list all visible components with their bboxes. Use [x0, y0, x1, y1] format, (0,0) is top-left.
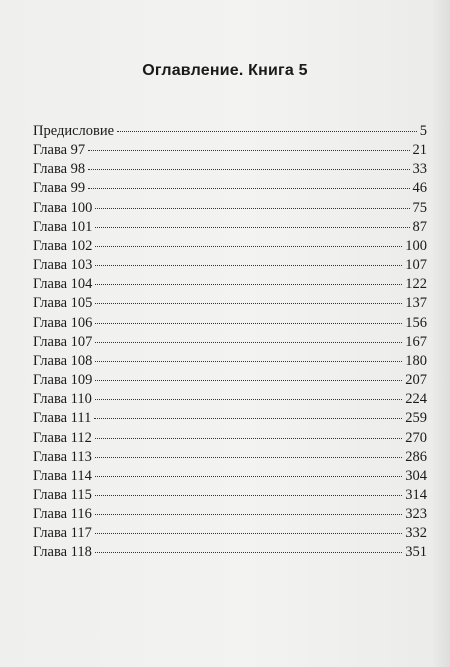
toc-entry: [33, 524, 427, 543]
toc-entry: [33, 448, 427, 467]
toc-entry-page-number: 323: [405, 506, 427, 523]
toc-entry-page-number: 156: [405, 314, 427, 331]
dot-leader: [88, 169, 409, 170]
toc-entry: [33, 294, 427, 313]
toc-entry-page-number: 21: [412, 142, 427, 159]
toc-entry-label: Глава 99: [33, 180, 86, 197]
table-of-contents: [33, 122, 427, 563]
dot-leader: [95, 208, 409, 209]
toc-entry-page-number: 75: [412, 199, 427, 216]
toc-entry-label: Глава 117: [33, 525, 92, 542]
toc-entry: [33, 122, 427, 141]
toc-entry-label: Глава 108: [33, 352, 93, 369]
toc-entry: [33, 352, 427, 371]
dot-leader: [117, 131, 417, 132]
toc-entry-label: Глава 105: [33, 295, 93, 312]
toc-entry-label: Глава 111: [33, 410, 92, 427]
toc-entry: [33, 275, 427, 294]
toc-entry-label: Глава 112: [33, 429, 92, 446]
toc-entry-label: Глава 97: [33, 142, 86, 159]
toc-entry-label: Глава 106: [33, 314, 93, 331]
dot-leader: [95, 227, 409, 228]
toc-entry-page-number: 100: [405, 237, 427, 254]
toc-entry-label: Предисловие: [33, 123, 115, 139]
dot-leader: [95, 323, 402, 324]
toc-entry: [33, 429, 427, 448]
dot-leader: [95, 457, 402, 458]
dot-leader: [95, 533, 402, 534]
toc-entry-label: Глава 103: [33, 257, 93, 274]
dot-leader: [94, 418, 402, 419]
toc-entry-page-number: 224: [405, 391, 427, 408]
toc-entry: [33, 486, 427, 505]
toc-entry-page-number: 351: [405, 544, 427, 561]
toc-entry-label: Глава 100: [33, 199, 93, 216]
toc-entry-page-number: 33: [412, 161, 427, 178]
toc-entry-page-number: 107: [405, 257, 427, 274]
toc-entry: [33, 467, 427, 486]
dot-leader: [95, 514, 402, 515]
toc-entry-label: Глава 107: [33, 333, 93, 350]
toc-entry: [33, 199, 427, 218]
toc-entry-page-number: 259: [405, 410, 427, 427]
toc-entry-label: Глава 102: [33, 237, 93, 254]
toc-entry-label: Глава 113: [33, 448, 92, 465]
toc-entry-label: Глава 109: [33, 372, 93, 389]
toc-entry: [33, 218, 427, 237]
toc-entry-label: Глава 101: [33, 218, 93, 235]
toc-entry-page-number: 286: [405, 448, 427, 465]
toc-entry-label: Глава 110: [33, 391, 92, 408]
toc-entry-page-number: 46: [412, 180, 427, 197]
toc-entry-page-number: 270: [405, 429, 427, 446]
toc-entry-page-number: 332: [405, 525, 427, 542]
toc-entry: [33, 390, 427, 409]
dot-leader: [88, 188, 409, 189]
dot-leader: [95, 380, 402, 381]
toc-entry-page-number: 314: [405, 486, 427, 503]
dot-leader: [95, 552, 402, 553]
toc-entry-page-number: 122: [405, 276, 427, 293]
toc-entry: [33, 371, 427, 390]
dot-leader: [95, 265, 402, 266]
toc-entry: [33, 505, 427, 524]
toc-entry-page-number: 180: [405, 352, 427, 369]
dot-leader: [95, 495, 402, 496]
page-edge-shadow: [432, 0, 450, 667]
toc-entry-label: Глава 98: [33, 161, 86, 178]
dot-leader: [95, 438, 402, 439]
dot-leader: [95, 399, 402, 400]
toc-entry-page-number: 5: [419, 123, 427, 139]
toc-entry-page-number: 87: [412, 218, 427, 235]
toc-entry: [33, 237, 427, 256]
toc-entry-label: Глава 118: [33, 544, 92, 561]
toc-entry: [33, 160, 427, 179]
dot-leader: [95, 303, 402, 304]
toc-entry-label: Глава 104: [33, 276, 93, 293]
dot-leader: [88, 150, 409, 151]
toc-entry: [33, 179, 427, 198]
toc-entry: [33, 314, 427, 333]
dot-leader: [95, 476, 402, 477]
page-title: Оглавление. Книга 5: [142, 62, 308, 79]
dot-leader: [95, 246, 402, 247]
toc-entry-page-number: 207: [405, 372, 427, 389]
toc-entry: [33, 333, 427, 352]
toc-entry-label: Глава 115: [33, 486, 92, 503]
dot-leader: [95, 361, 402, 362]
dot-leader: [95, 284, 402, 285]
toc-entry-page-number: 304: [405, 467, 427, 484]
toc-entry: [33, 256, 427, 275]
toc-entry: [33, 543, 427, 562]
toc-entry-page-number: 167: [405, 333, 427, 350]
toc-entry: [33, 409, 427, 428]
toc-entry-page-number: 137: [405, 295, 427, 312]
toc-entry-label: Глава 114: [33, 467, 92, 484]
dot-leader: [95, 342, 402, 343]
toc-entry: [33, 141, 427, 160]
toc-entry-label: Глава 116: [33, 506, 92, 523]
